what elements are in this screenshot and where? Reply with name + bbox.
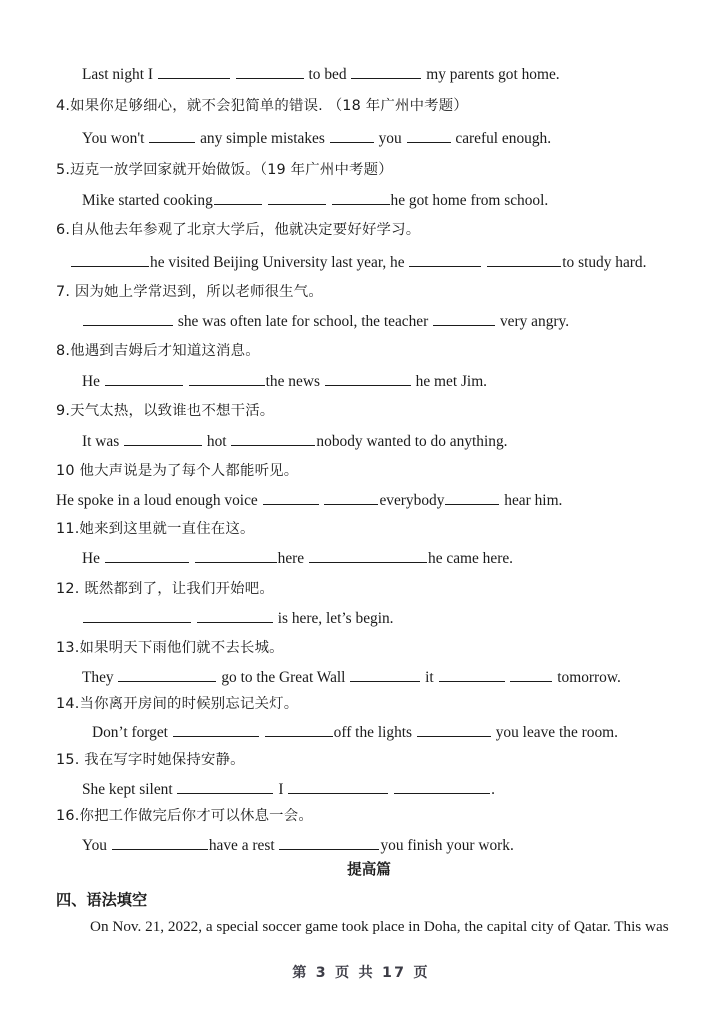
worksheet-line-q5-prompt <box>56 162 393 177</box>
text-run: She kept silent <box>82 781 177 799</box>
english-answer-text <box>82 66 560 83</box>
fill-in-blank[interactable] <box>510 667 552 682</box>
fill-in-blank[interactable] <box>105 371 183 386</box>
text-run: He <box>82 550 104 568</box>
text-run: is here, let’s begin. <box>273 610 394 628</box>
fill-in-blank[interactable] <box>279 835 379 850</box>
fill-in-blank[interactable] <box>118 667 216 682</box>
text-run <box>506 669 510 686</box>
text-run: 7. 因为她上学常迟到，所以老师很生气。 <box>56 284 323 300</box>
text-run: he came here. <box>428 550 514 568</box>
chinese-prompt-text <box>56 808 313 824</box>
fill-in-blank[interactable] <box>288 779 388 794</box>
text-run: 16.你把工作做完后你才可以休息一会。 <box>56 808 313 824</box>
fill-in-blank[interactable] <box>83 311 173 326</box>
worksheet-line-q7-answer <box>56 311 569 330</box>
chinese-prompt-text <box>56 222 420 238</box>
text-run <box>389 781 393 798</box>
worksheet-line-q9-prompt <box>56 403 274 418</box>
fill-in-blank[interactable] <box>189 371 265 386</box>
grammar-passage-paragraph: On Nov. 21, 2022, a special soccer game took place in Doha, the capital city of Qatar. This was <box>90 918 669 935</box>
fill-in-blank[interactable] <box>351 64 421 79</box>
english-answer-text <box>82 130 551 147</box>
chinese-prompt-text <box>56 98 468 114</box>
text-run <box>184 373 188 390</box>
text-run: 12. 既然都到了，让我们开始吧。 <box>56 581 274 597</box>
text-run: 10 他大声说是为了每个人都能听见。 <box>56 463 299 479</box>
text-run: you finish your work. <box>380 837 514 855</box>
fill-in-blank[interactable] <box>487 252 561 267</box>
text-run: He <box>82 373 104 391</box>
fill-in-blank[interactable] <box>214 190 262 205</box>
worksheet-line-q10-answer <box>56 490 562 509</box>
text-run: 4.如果你足够细心，就不会犯简单的错误. （18 年广州中考题） <box>56 98 468 114</box>
fill-in-blank[interactable] <box>433 311 495 326</box>
text-run: here <box>277 550 308 568</box>
english-answer-text <box>82 313 569 330</box>
worksheet-line-q8-answer <box>56 371 487 390</box>
worksheet-line-q11-answer <box>56 548 513 567</box>
text-run: to bed <box>304 66 351 84</box>
worksheet-line-q15-answer <box>56 779 495 798</box>
english-answer-text <box>82 433 508 450</box>
chinese-prompt-text <box>56 343 260 359</box>
chinese-prompt-text <box>56 581 274 597</box>
text-run: 13.如果明天下雨他们就不去长城。 <box>56 640 284 656</box>
english-answer-text <box>82 550 513 567</box>
text-run <box>190 550 194 567</box>
text-run: everybody <box>379 492 445 510</box>
text-run: 14.当你离开房间的时候别忘记关灯。 <box>56 696 299 712</box>
fill-in-blank[interactable] <box>309 548 427 563</box>
text-run: she was often late for school, the teacher <box>174 313 433 331</box>
fill-in-blank[interactable] <box>407 128 451 143</box>
text-run: 5.迈克一放学回家就开始做饭。（19 年广州中考题） <box>56 162 393 178</box>
text-run: He spoke in a loud enough voice <box>56 492 262 510</box>
chinese-prompt-text <box>56 463 298 479</box>
worksheet-line-q12-prompt <box>56 581 274 596</box>
english-answer-text <box>82 192 548 209</box>
fill-in-blank[interactable] <box>158 64 230 79</box>
worksheet-line-q16-prompt <box>56 808 313 823</box>
worksheet-line-q9-answer <box>56 431 508 450</box>
text-run <box>327 192 331 209</box>
worksheet-line-q6-prompt <box>56 222 420 237</box>
text-run: you leave the room. <box>491 724 618 742</box>
fill-in-blank[interactable] <box>330 128 374 143</box>
chinese-prompt-text <box>56 640 284 656</box>
fill-in-blank[interactable] <box>350 667 420 682</box>
text-run: careful enough. <box>451 130 552 148</box>
english-answer-text <box>82 781 495 798</box>
text-run: 15. 我在写字时她保持安静。 <box>56 752 245 768</box>
fill-in-blank[interactable] <box>325 371 411 386</box>
chinese-prompt-text <box>56 521 255 537</box>
worksheet-line-q4-prompt <box>56 98 468 113</box>
fill-in-blank[interactable] <box>236 64 304 79</box>
worksheet-line-q4-answer <box>56 128 551 147</box>
text-run: hear him. <box>500 492 563 510</box>
text-run: have a rest <box>208 837 279 855</box>
worksheet-line-q7-prompt <box>56 284 323 299</box>
text-run: nobody wanted to do anything. <box>316 433 508 451</box>
text-run: go to the Great Wall <box>217 669 350 687</box>
worksheet-line-q11-prompt <box>56 521 255 536</box>
english-answer-text <box>82 373 487 390</box>
fill-in-blank[interactable] <box>105 548 189 563</box>
text-run <box>320 492 324 509</box>
fill-in-blank[interactable] <box>439 667 505 682</box>
fill-in-blank[interactable] <box>177 779 273 794</box>
worksheet-line-q12-answer <box>56 608 394 627</box>
chinese-prompt-text <box>56 284 323 300</box>
worksheet-line-q10-prompt <box>56 463 298 478</box>
text-run: hot <box>203 433 231 451</box>
fill-in-blank[interactable] <box>445 490 499 505</box>
section-heading-grammar-fill: 四、语法填空 <box>56 891 148 909</box>
fill-in-blank[interactable] <box>149 128 195 143</box>
text-run: I <box>274 781 288 799</box>
chinese-prompt-text <box>56 696 298 712</box>
text-run: very angry. <box>496 313 570 331</box>
text-run: It was <box>82 433 124 451</box>
english-answer-text <box>82 837 514 854</box>
english-answer-text <box>70 254 646 271</box>
page-footer: 第 3 页 共 17 页 <box>292 965 430 981</box>
english-answer-text <box>92 724 618 741</box>
text-run: 6.自从他去年参观了北京大学后，他就决定要好好学习。 <box>56 222 421 238</box>
text-run: my parents got home. <box>422 66 560 84</box>
chinese-prompt-text <box>56 403 274 419</box>
worksheet-line-q8-prompt <box>56 343 260 358</box>
worksheet-line-q13-answer <box>56 667 621 686</box>
worksheet-line-q14-answer <box>56 722 618 741</box>
text-run: any simple mistakes <box>196 130 329 148</box>
text-run: They <box>82 669 118 687</box>
fill-in-blank[interactable] <box>394 779 490 794</box>
text-run <box>260 724 264 741</box>
worksheet-line-q15-prompt <box>56 752 245 767</box>
text-run: he visited Beijing University last year, he <box>150 254 409 272</box>
worksheet-line-q13-prompt <box>56 640 284 655</box>
fill-in-blank[interactable] <box>268 190 326 205</box>
text-run: Don’t forget <box>92 724 172 742</box>
text-run: 11.她来到这里就一直住在这。 <box>56 521 255 537</box>
text-run: 8.他遇到吉姆后才知道这消息。 <box>56 343 260 359</box>
text-run: tomorrow. <box>553 669 621 687</box>
fill-in-blank[interactable] <box>324 490 378 505</box>
text-run <box>482 254 486 271</box>
english-answer-text <box>56 492 562 509</box>
english-answer-text <box>82 669 621 686</box>
text-run <box>263 192 267 209</box>
worksheet-line-q14-prompt <box>56 696 298 711</box>
worksheet-line-q3-answer <box>56 64 560 83</box>
text-run: you <box>374 130 406 148</box>
text-run: 9.天气太热，以致谁也不想干活。 <box>56 403 275 419</box>
text-run: Last night I <box>82 66 157 84</box>
fill-in-blank[interactable] <box>197 608 273 623</box>
text-run: he got home from school. <box>390 192 549 210</box>
chinese-prompt-text <box>56 162 393 178</box>
text-run: he met Jim. <box>411 373 488 391</box>
text-run: You won't <box>82 130 149 148</box>
text-run: . <box>491 781 496 799</box>
fill-in-blank[interactable] <box>124 431 202 446</box>
fill-in-blank[interactable] <box>71 252 149 267</box>
english-answer-text <box>82 610 394 627</box>
text-run: Mike started cooking <box>82 192 213 210</box>
fill-in-blank[interactable] <box>417 722 491 737</box>
sub-heading-center: 提高篇 <box>347 861 391 878</box>
text-run: off the lights <box>333 724 416 742</box>
fill-in-blank[interactable] <box>231 431 315 446</box>
text-run: it <box>421 669 438 687</box>
worksheet-line-q5-answer <box>56 190 548 209</box>
text-run: to study hard. <box>562 254 647 272</box>
fill-in-blank[interactable] <box>173 722 259 737</box>
chinese-prompt-text <box>56 752 245 768</box>
text-run: You <box>82 837 111 855</box>
fill-in-blank[interactable] <box>265 722 333 737</box>
fill-in-blank[interactable] <box>195 548 277 563</box>
fill-in-blank[interactable] <box>263 490 319 505</box>
fill-in-blank[interactable] <box>409 252 481 267</box>
fill-in-blank[interactable] <box>332 190 390 205</box>
text-run: the news <box>265 373 324 391</box>
text-run <box>192 610 196 627</box>
text-run <box>231 66 235 83</box>
worksheet-line-q6-answer <box>56 252 646 271</box>
fill-in-blank[interactable] <box>83 608 191 623</box>
fill-in-blank[interactable] <box>112 835 208 850</box>
worksheet-line-q16-answer <box>56 835 514 854</box>
